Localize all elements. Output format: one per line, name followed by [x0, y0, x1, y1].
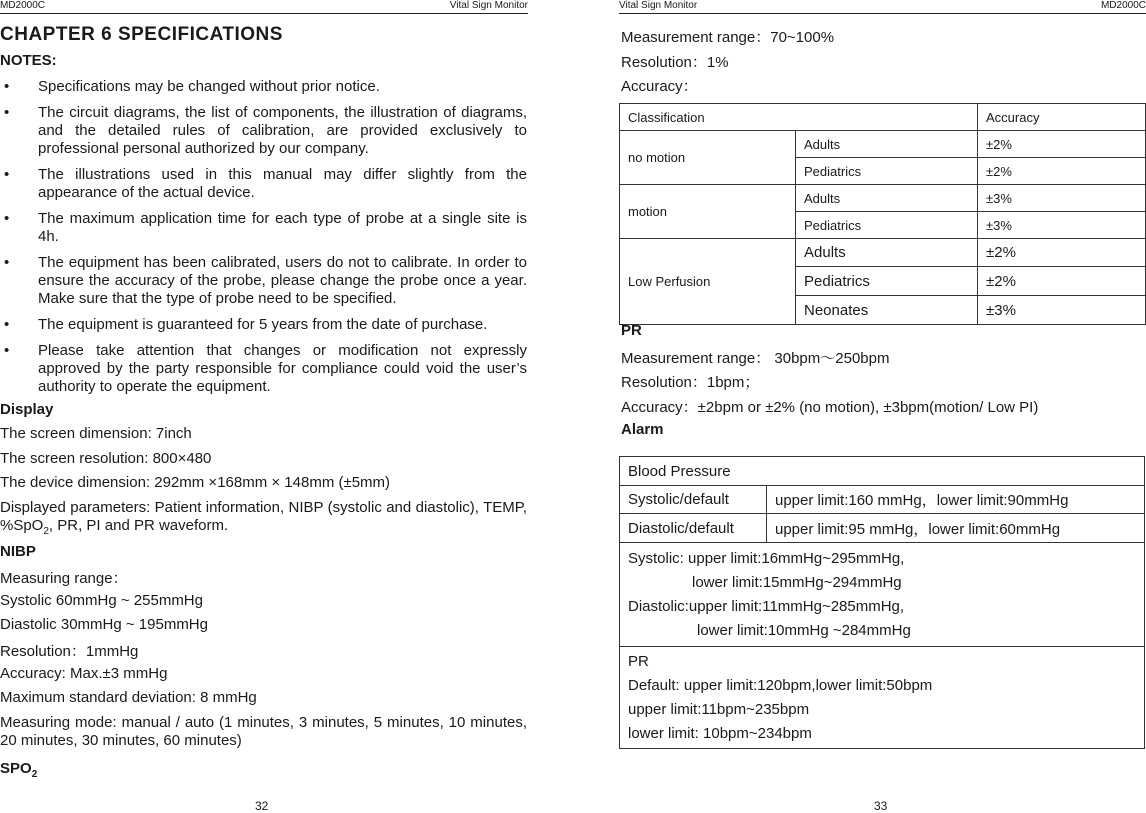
- note-item: • The equipment is guaranteed for 5 years from the date of purchase.: [0, 316, 527, 334]
- pr-line: Default: upper limit:120bpm,lower limit:50bpm: [628, 676, 933, 694]
- class-low-perfusion: Low Perfusion: [620, 239, 796, 325]
- alarm-heading: Alarm: [621, 421, 664, 438]
- table-cell: Adults: [796, 185, 978, 212]
- range-line: lower limit:10mmHg ~284mmHg: [697, 621, 911, 639]
- screen-dimension: The screen dimension: 7inch: [0, 425, 192, 442]
- params-subscript: 2: [43, 526, 49, 537]
- bp-title: Blood Pressure: [620, 457, 1145, 486]
- page-number: 32: [255, 799, 269, 813]
- table-cell: Adults: [796, 131, 978, 158]
- spo2-accuracy-table: [619, 103, 1146, 325]
- class-no-motion: no motion: [620, 131, 796, 185]
- range-line: lower limit:15mmHg~294mmHg: [692, 573, 902, 591]
- display-heading: Display: [0, 401, 54, 418]
- alarm-table: [619, 456, 1145, 749]
- range-line: Systolic: upper limit:16mmHg~295mmHg,: [628, 549, 905, 567]
- nibp-max-std-dev: Maximum standard deviation: 8 mmHg: [0, 689, 257, 706]
- notes-list: [0, 78, 527, 404]
- systolic-default-value: upper limit:160 mmHg，lower limit:90mmHg: [767, 486, 1145, 514]
- left-page: [0, 0, 528, 813]
- header-accuracy: Accuracy: [978, 104, 1146, 131]
- note-item: • The illustrations used in this manual may differ slightly from the appearance of the actual device.: [0, 166, 527, 202]
- nibp-heading: NIBP: [0, 543, 36, 560]
- nibp-diastolic: Diastolic 30mmHg ~ 195mmHg: [0, 616, 208, 633]
- right-page: [619, 0, 1146, 813]
- pr-alarm-cell: [620, 647, 1145, 749]
- spo2-heading-subscript: 2: [31, 769, 38, 780]
- header-model: MD2000C: [0, 0, 46, 11]
- spo2-measurement-range: Measurement range：70~100%: [621, 29, 835, 46]
- displayed-parameters: [0, 499, 527, 541]
- table-cell: Pediatrics: [796, 212, 978, 239]
- table-cell: ±2%: [978, 267, 1146, 296]
- pr-measurement-range: Measurement range： 30bpm～250bpm: [621, 350, 890, 367]
- diastolic-default-value: upper limit:95 mmHg，lower limit:60mmHg: [767, 514, 1145, 543]
- table-cell: Pediatrics: [796, 158, 978, 185]
- spo2-resolution: Resolution：1%: [621, 54, 729, 71]
- spo2-accuracy: Accuracy：: [621, 78, 698, 95]
- header-model: MD2000C: [1100, 0, 1146, 11]
- class-motion: motion: [620, 185, 796, 239]
- params-text: Displayed parameters: Patient information, NIBP (systolic and diastolic), TEMP, %SpO: [0, 499, 527, 534]
- bp-ranges-cell: [620, 543, 1145, 647]
- pr-line: lower limit: 10bpm~234bpm: [628, 724, 812, 742]
- range-line: Diastolic:upper limit:11mmHg~285mmHg,: [628, 597, 905, 615]
- systolic-default-label: Systolic/default: [620, 486, 767, 514]
- diastolic-default-label: Diastolic/default: [620, 514, 767, 543]
- table-cell: Adults: [796, 239, 978, 267]
- table-cell: ±2%: [978, 158, 1146, 185]
- page-number: 33: [874, 799, 888, 813]
- table-cell: ±2%: [978, 131, 1146, 158]
- table-cell: ±3%: [978, 212, 1146, 239]
- table-cell: Pediatrics: [796, 267, 978, 296]
- note-item: • The circuit diagrams, the list of components, the illustration of diagrams, and the detailed rules of calibration, are provided exclusively to professional personal authorized by our company.: [0, 104, 527, 158]
- note-item: • The equipment has been calibrated, users do not to calibrate. In order to ensure the accuracy of the probe, please change the probe once a year. Make sure that the type of probe need to be specified.: [0, 254, 527, 308]
- screen-resolution: The screen resolution: 800×480: [0, 450, 212, 467]
- params-text-end: , PR, PI and PR waveform.: [48, 517, 229, 534]
- page-header: [619, 0, 1146, 14]
- table-cell: ±3%: [978, 185, 1146, 212]
- chapter-title: CHAPTER 6 SPECIFICATIONS: [0, 24, 283, 45]
- pr-resolution: Resolution：1bpm；: [621, 374, 760, 391]
- table-cell: ±3%: [978, 296, 1146, 325]
- table-cell: Neonates: [796, 296, 978, 325]
- table-cell: ±2%: [978, 239, 1146, 267]
- note-item: • Specifications may be changed without prior notice.: [0, 78, 527, 96]
- note-item: • The maximum application time for each type of probe at a single site is 4h.: [0, 210, 527, 246]
- notes-heading: NOTES:: [0, 52, 57, 69]
- device-dimension: The device dimension: 292mm ×168mm × 148mm (±5mm): [0, 474, 391, 491]
- header-product: Vital Sign Monitor: [619, 0, 698, 11]
- pr-heading: PR: [621, 322, 642, 339]
- header-product: Vital Sign Monitor: [449, 0, 528, 11]
- pr-accuracy: Accuracy：±2bpm or ±2% (no motion), ±3bpm(motion/ Low PI): [621, 399, 1039, 416]
- note-item: • Please take attention that changes or modification not expressly approved by the party responsible for compliance could void the user’s authority to operate the equipment.: [0, 342, 527, 396]
- header-classification: Classification: [620, 104, 978, 131]
- nibp-resolution: Resolution：1mmHg: [0, 643, 139, 660]
- nibp-systolic: Systolic 60mmHg ~ 255mmHg: [0, 592, 203, 609]
- page-header: [0, 0, 528, 14]
- spo2-heading-text: SPO: [0, 760, 32, 777]
- nibp-measuring-mode: Measuring mode: manual / auto (1 minutes, 3 minutes, 5 minutes, 10 minutes, 20 minutes, 30 minutes, 60 minutes): [0, 714, 527, 749]
- nibp-accuracy: Accuracy: Max.±3 mmHg: [0, 665, 168, 682]
- pr-line: upper limit:11bpm~235bpm: [628, 700, 810, 718]
- nibp-measuring-range: Measuring range：: [0, 570, 128, 587]
- spo2-heading: [0, 760, 37, 780]
- pr-line: PR: [628, 652, 649, 670]
